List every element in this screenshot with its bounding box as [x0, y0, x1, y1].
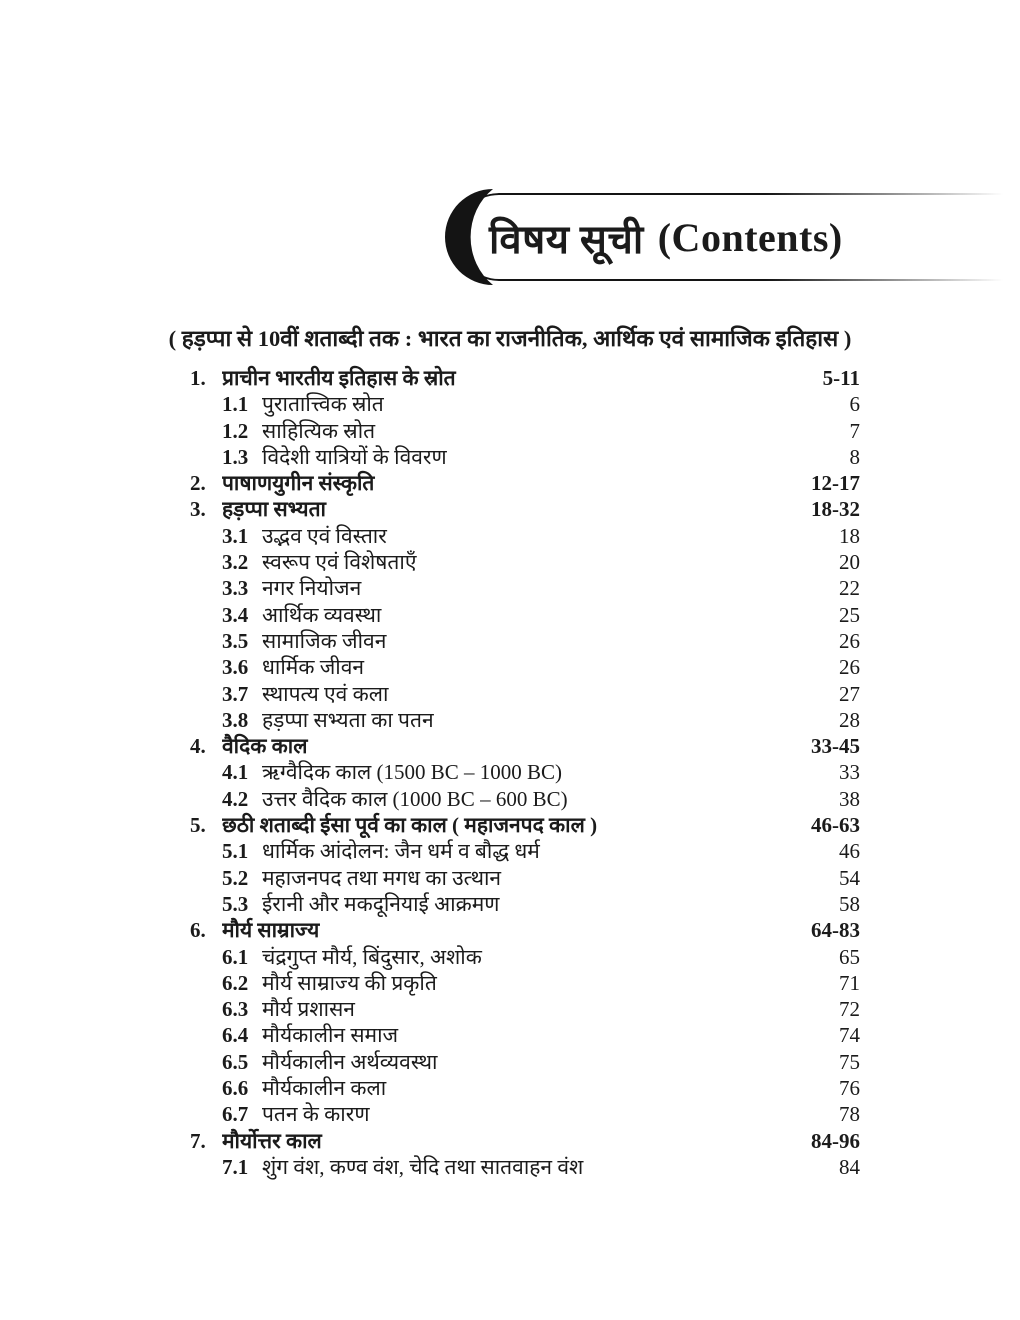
- toc-entry-number: 5.1: [222, 839, 249, 864]
- toc-entry-title: मौर्यकालीन समाज: [262, 1023, 399, 1048]
- toc-entry-number: 6.5: [222, 1049, 249, 1074]
- toc-entry-number: 6.4: [222, 1023, 249, 1048]
- toc-entry-title: हड़प्पा सभ्यता का पतन: [262, 707, 434, 732]
- toc-entry-title: मौर्यकालीन अर्थव्यवस्था: [262, 1049, 438, 1074]
- toc-entry-pages: 26: [839, 655, 860, 680]
- toc-entry-title: आर्थिक व्यवस्था: [262, 602, 382, 627]
- toc-row: [190, 996, 860, 1022]
- toc-entry-pages: 22: [839, 576, 860, 601]
- toc-row: [190, 681, 860, 707]
- toc-entry-title: उत्तर वैदिक काल (1000 BC – 600 BC): [262, 786, 568, 811]
- toc-entry-pages: 75: [839, 1049, 860, 1074]
- toc-entry-title: वैदिक काल: [222, 734, 308, 759]
- toc-entry-pages: 33: [839, 760, 860, 785]
- toc-entry-number: 4.1: [222, 760, 249, 785]
- toc-entry-number: 4.2: [222, 786, 249, 811]
- toc-entry-pages: 20: [839, 550, 860, 575]
- toc-entry-number: 6.: [190, 918, 206, 943]
- toc-entry-pages: 12-17: [811, 471, 860, 496]
- page-title: [489, 193, 843, 281]
- toc-row: [190, 759, 860, 785]
- toc-entry-title: उद्भव एवं विस्तार: [262, 523, 387, 548]
- toc-row: [190, 444, 860, 470]
- toc-entry-pages: 38: [839, 786, 860, 811]
- toc-entry-number: 3.: [190, 497, 206, 522]
- toc-row: [190, 602, 860, 628]
- toc-entry-title: पतन के कारण: [262, 1102, 370, 1127]
- toc-row: [190, 1022, 860, 1048]
- toc-row: [190, 549, 860, 575]
- toc-entry-title: महाजनपद तथा मगध का उत्थान: [262, 865, 502, 890]
- toc-row: [190, 944, 860, 970]
- toc-entry-number: 3.4: [222, 602, 249, 627]
- toc-row: [190, 365, 860, 391]
- toc-entry-pages: 58: [839, 891, 860, 916]
- toc-entry-pages: 76: [839, 1076, 860, 1101]
- toc-row: [190, 733, 860, 759]
- toc-row: [190, 496, 860, 522]
- toc-entry-pages: 64-83: [811, 918, 860, 943]
- toc-row: [190, 1049, 860, 1075]
- toc-entry-pages: 72: [839, 997, 860, 1022]
- toc-row: [190, 418, 860, 444]
- toc-entry-number: 3.5: [222, 628, 249, 653]
- toc-row: [190, 812, 860, 838]
- toc-entry-pages: 71: [839, 970, 860, 995]
- toc-entry-title: विदेशी यात्रियों के विवरण: [262, 444, 447, 469]
- toc-row: [190, 628, 860, 654]
- toc-entry-title: पुरातात्त्विक स्रोत: [262, 392, 384, 417]
- toc-entry-title: पाषाणयुगीन संस्कृति: [222, 471, 375, 496]
- toc-entry-pages: 74: [839, 1023, 860, 1048]
- toc-entry-number: 3.7: [222, 681, 249, 706]
- toc-entry-pages: 27: [839, 681, 860, 706]
- toc-entry-title: स्वरूप एवं विशेषताएँ: [262, 550, 417, 575]
- toc-entry-number: 1.1: [222, 392, 249, 417]
- toc-entry-pages: 33-45: [811, 734, 860, 759]
- toc-entry-number: 6.7: [222, 1102, 249, 1127]
- toc-entry-title: साहित्यिक स्रोत: [262, 418, 376, 443]
- toc-entry-number: 1.3: [222, 444, 249, 469]
- toc-entry-title: प्राचीन भारतीय इतिहास के स्रोत: [222, 366, 456, 390]
- toc-row: [190, 786, 860, 812]
- toc-entry-number: 5.2: [222, 865, 249, 890]
- toc-entry-pages: 18-32: [811, 497, 860, 522]
- toc-row: [190, 891, 860, 917]
- toc-entry-number: 4.: [190, 734, 206, 759]
- toc-entry-title: धार्मिक आंदोलन: जैन धर्म व बौद्ध धर्म: [262, 839, 540, 864]
- toc-row: [190, 470, 860, 496]
- toc-row: [190, 1075, 860, 1101]
- toc-entry-title: हड़प्पा सभ्यता: [222, 497, 326, 522]
- toc-entry-title: शुंग वंश, कण्व वंश, चेदि तथा सातवाहन वंश: [262, 1154, 584, 1179]
- toc-row: [190, 865, 860, 891]
- toc-entry-pages: 54: [839, 865, 860, 890]
- toc-entry-pages: 65: [839, 944, 860, 969]
- toc-entry-pages: 78: [839, 1102, 860, 1127]
- toc-entry-pages: 8: [849, 444, 860, 469]
- contents-header-banner: [455, 193, 1020, 281]
- toc-entry-number: 3.8: [222, 707, 249, 732]
- toc-entry-number: 6.6: [222, 1076, 249, 1101]
- toc-entry-title: मौर्योत्तर काल: [222, 1128, 322, 1153]
- toc-entry-title: मौर्य प्रशासन: [262, 997, 355, 1022]
- toc-entry-pages: 25: [839, 602, 860, 627]
- toc-entry-title: मौर्य साम्राज्य की प्रकृति: [262, 970, 437, 995]
- toc-entry-pages: 6: [849, 392, 860, 417]
- toc-entry-number: 3.1: [222, 523, 249, 548]
- toc-entry-pages: 7: [849, 418, 860, 443]
- toc-entry-pages: 26: [839, 628, 860, 653]
- toc-entry-number: 6.2: [222, 970, 249, 995]
- toc-entry-title: सामाजिक जीवन: [262, 628, 387, 653]
- toc-list: [190, 365, 860, 1180]
- toc-entry-title: ऋग्वैदिक काल (1500 BC – 1000 BC): [262, 760, 563, 785]
- toc-entry-title: नगर नियोजन: [262, 576, 362, 601]
- toc-entry-pages: 46: [839, 839, 860, 864]
- page-title-english: (Contents): [657, 214, 843, 260]
- toc-entry-pages: 84-96: [811, 1128, 860, 1153]
- page-title-hindi: विषय सूची: [489, 216, 644, 262]
- toc-entry-title: धार्मिक जीवन: [262, 655, 365, 680]
- toc-entry-number: 6.3: [222, 997, 249, 1022]
- contents-subtitle: ( हड़प्पा से 10वीं शताब्दी तक : भारत का राजनीतिक, आर्थिक एवं सामाजिक इतिहास ): [168, 326, 852, 351]
- toc-row: [190, 970, 860, 996]
- toc-row: [190, 838, 860, 864]
- toc-entry-number: 7.: [190, 1128, 206, 1153]
- toc-entry-pages: 28: [839, 707, 860, 732]
- toc-entry-title: स्थापत्य एवं कला: [262, 681, 389, 706]
- toc-entry-number: 3.6: [222, 655, 249, 680]
- toc-entry-number: 5.3: [222, 891, 249, 916]
- toc-entry-title: मौर्य साम्राज्य: [222, 918, 320, 943]
- toc-row: [190, 707, 860, 733]
- toc-entry-number: 1.: [190, 366, 206, 390]
- toc-row: [190, 391, 860, 417]
- toc-row: [190, 575, 860, 601]
- toc-entry-title: छठी शताब्दी ईसा पूर्व का काल ( महाजनपद काल ): [222, 813, 598, 838]
- toc-entry-pages: 5-11: [822, 366, 860, 390]
- toc-entry-number: 3.3: [222, 576, 249, 601]
- toc-entry-pages: 18: [839, 523, 860, 548]
- toc-row: [190, 1101, 860, 1127]
- toc-row: [190, 523, 860, 549]
- toc-row: [190, 1128, 860, 1154]
- toc-entry-number: 1.2: [222, 418, 249, 443]
- toc-entry-title: ईरानी और मकदूनियाई आक्रमण: [262, 891, 500, 916]
- toc-entry-pages: 84: [839, 1154, 860, 1179]
- toc-entry-title: चंद्रगुप्त मौर्य, बिंदुसार, अशोक: [262, 944, 482, 969]
- toc-entry-number: 3.2: [222, 550, 249, 575]
- toc-row: [190, 654, 860, 680]
- toc-entry-title: मौर्यकालीन कला: [262, 1076, 387, 1101]
- toc-row: [190, 917, 860, 943]
- toc-entry-number: 7.1: [222, 1154, 249, 1179]
- toc-row: [190, 1154, 860, 1180]
- toc-entry-number: 2.: [190, 471, 206, 496]
- toc-entry-number: 6.1: [222, 944, 249, 969]
- toc-entry-number: 5.: [190, 813, 206, 838]
- toc-entry-pages: 46-63: [811, 813, 860, 838]
